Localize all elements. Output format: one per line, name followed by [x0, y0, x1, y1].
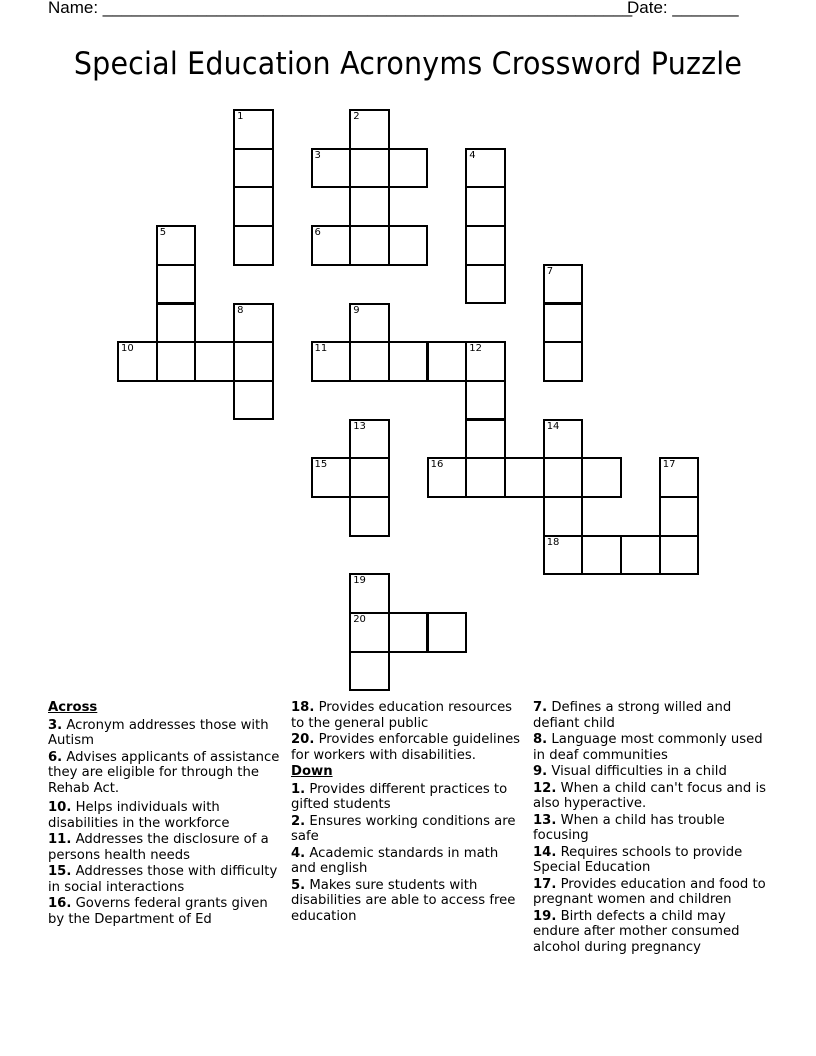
clues-column-2 — [291, 700, 523, 925]
crossword-cell[interactable] — [543, 457, 584, 498]
clues-column-1 — [48, 700, 280, 928]
clue-number: 18 — [546, 536, 560, 548]
clue-down-2: 2. Ensures working conditions are safe — [291, 813, 516, 844]
crossword-cell[interactable] — [465, 341, 506, 382]
crossword-cell[interactable] — [233, 303, 274, 344]
clue-across-6: 6. Advises applicants of assistance they are eligible for through the Rehab Act. — [48, 749, 280, 796]
crossword-cell[interactable] — [504, 457, 545, 498]
crossword-cell[interactable] — [465, 148, 506, 189]
clue-number: 5 — [159, 227, 167, 239]
clue-across-16: 16. Governs federal grants given by the Department of Ed — [48, 896, 268, 927]
clue-down-1: 1. Provides different practices to gifted students — [291, 781, 508, 812]
crossword-cell[interactable] — [465, 380, 506, 421]
name-field-label: Name: ________________________________________________________ — [48, 0, 633, 17]
down-heading: Down — [291, 764, 333, 779]
crossword-cell[interactable] — [427, 341, 468, 382]
crossword-cell[interactable] — [349, 419, 390, 460]
crossword-cell[interactable] — [349, 186, 390, 227]
clue-across-18: 18. Provides education resources to the general public — [291, 700, 513, 731]
crossword-cell[interactable] — [543, 496, 584, 537]
clue-number: 14 — [546, 420, 560, 432]
crossword-cell[interactable] — [543, 341, 584, 382]
crossword-cell[interactable] — [311, 341, 352, 382]
clue-number: 6 — [314, 227, 321, 239]
crossword-cell[interactable] — [233, 225, 274, 266]
crossword-cell[interactable] — [581, 535, 622, 576]
clue-down-5: 5. Makes sure students with disabilities are able to access free education — [291, 877, 516, 924]
crossword-cell[interactable] — [349, 148, 390, 189]
clue-number: 10 — [121, 343, 134, 355]
crossword-cell[interactable] — [465, 457, 506, 498]
crossword-cell[interactable] — [659, 535, 700, 576]
clue-number: 13 — [353, 420, 366, 432]
clue-down-9: 9. Visual difficulties in a child — [533, 764, 727, 779]
clue-down-14: 14. Requires schools to provide Special Education — [533, 844, 743, 875]
clue-down-13: 13. When a child has trouble focusing — [533, 812, 725, 843]
crossword-cell[interactable] — [233, 109, 274, 150]
crossword-cell[interactable] — [117, 341, 158, 382]
crossword-cell[interactable] — [543, 303, 584, 344]
crossword-cell[interactable] — [427, 457, 468, 498]
crossword-cell[interactable] — [233, 148, 274, 189]
crossword-cell[interactable] — [233, 380, 274, 421]
crossword-cell[interactable] — [349, 612, 390, 653]
clue-number: 12 — [469, 343, 483, 355]
crossword-cell[interactable] — [156, 303, 197, 344]
crossword-cell[interactable] — [581, 457, 622, 498]
crossword-cell[interactable] — [349, 225, 390, 266]
crossword-cell[interactable] — [349, 457, 390, 498]
clue-number: 11 — [314, 343, 328, 355]
crossword-cell[interactable] — [427, 612, 468, 653]
crossword-cell[interactable] — [388, 341, 429, 382]
clue-number: 20 — [353, 614, 366, 626]
crossword-cell[interactable] — [349, 303, 390, 344]
clue-down-8: 8. Language most commonly used in deaf communities — [533, 732, 763, 763]
clue-down-19: 19. Birth defects a child may endure after mother consumed alcohol during pregnancy — [533, 908, 740, 955]
across-heading: Across — [48, 700, 98, 715]
crossword-cell[interactable] — [543, 535, 584, 576]
crossword-cell[interactable] — [465, 225, 506, 266]
clues-column-3 — [533, 700, 773, 956]
clue-across-15: 15. Addresses those with difficulty in social interactions — [48, 864, 278, 895]
date-field-label: Date: _______ — [627, 0, 739, 17]
page-title: Special Education Acronyms Crossword Puzzle — [73, 46, 743, 82]
crossword-cell[interactable] — [349, 109, 390, 150]
crossword-cell[interactable] — [388, 148, 429, 189]
crossword-cell[interactable] — [349, 651, 390, 692]
crossword-cell[interactable] — [620, 535, 661, 576]
crossword-cell[interactable] — [349, 496, 390, 537]
clue-down-7: 7. Defines a strong willed and defiant child — [533, 700, 732, 731]
crossword-cell[interactable] — [194, 341, 235, 382]
crossword-cell[interactable] — [156, 225, 197, 266]
clue-number: 4 — [469, 149, 476, 161]
crossword-cell[interactable] — [233, 186, 274, 227]
clue-across-20: 20. Provides enforcable guidelines for workers with disabilities. — [291, 732, 521, 763]
clue-down-4: 4. Academic standards in math and english — [291, 845, 499, 876]
crossword-cell[interactable] — [465, 186, 506, 227]
crossword-cell[interactable] — [156, 341, 197, 382]
crossword-cell[interactable] — [388, 612, 429, 653]
clue-number: 7 — [546, 265, 554, 277]
clue-number: 2 — [353, 111, 360, 122]
clue-number: 3 — [314, 149, 321, 161]
crossword-cell[interactable] — [659, 457, 700, 498]
crossword-cell[interactable] — [311, 225, 352, 266]
crossword-cell[interactable] — [543, 419, 584, 460]
clue-down-12: 12. When a child can't focus and is also hyperactive. — [533, 780, 767, 811]
clue-across-11: 11. Addresses the disclosure of a persons health needs — [48, 832, 269, 863]
clue-number: 16 — [430, 459, 444, 471]
crossword-cell[interactable] — [465, 264, 506, 305]
crossword-cell[interactable] — [659, 496, 700, 537]
crossword-cell[interactable] — [311, 148, 352, 189]
crossword-cell[interactable] — [465, 419, 506, 460]
clue-down-17: 17. Provides education and food to pregnant women and children — [533, 876, 766, 907]
crossword-cell[interactable] — [388, 225, 429, 266]
clue-number: 8 — [237, 304, 244, 316]
crossword-cell[interactable] — [233, 341, 274, 382]
crossword-cell[interactable] — [311, 457, 352, 498]
crossword-cell[interactable] — [543, 264, 584, 305]
clue-number: 15 — [314, 459, 328, 471]
clue-across-3: 3. Acronym addresses those with Autism — [48, 717, 269, 748]
crossword-cell[interactable] — [349, 341, 390, 382]
crossword-cell[interactable] — [349, 573, 390, 614]
clue-number: 1 — [237, 111, 244, 122]
crossword-cell[interactable] — [156, 264, 197, 305]
clue-number: 19 — [353, 575, 366, 587]
clue-number: 9 — [353, 304, 360, 316]
clue-number: 17 — [662, 459, 676, 471]
clue-across-10: 10. Helps individuals with disabilities in the workforce — [48, 800, 230, 831]
